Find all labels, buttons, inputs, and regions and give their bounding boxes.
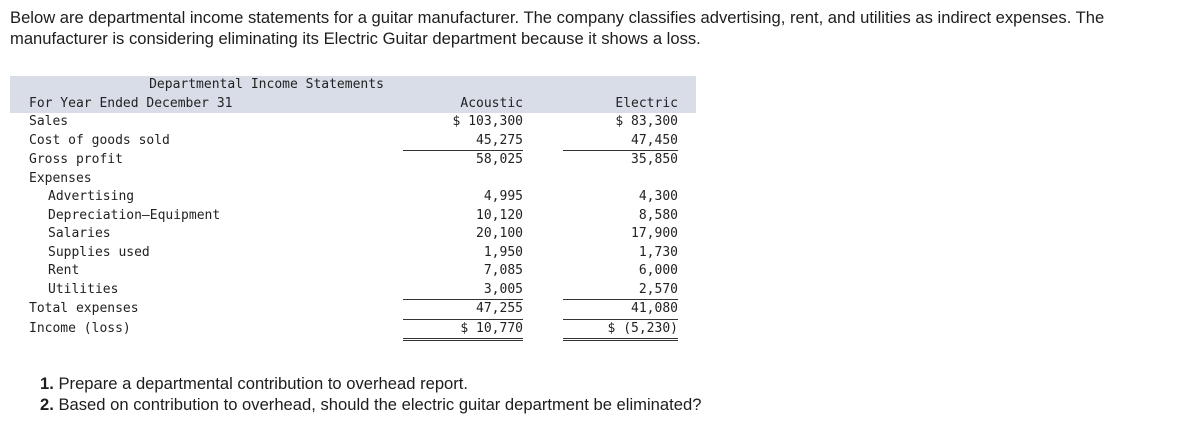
table-row bbox=[10, 262, 696, 281]
depreciation-label: Depreciation—Equipment bbox=[48, 207, 221, 223]
table-title: Departmental Income Statements bbox=[10, 76, 523, 95]
income-electric: $ (5,230) bbox=[563, 319, 678, 340]
supplies-electric: 1,730 bbox=[638, 244, 678, 260]
period-label: For Year Ended December 31 bbox=[10, 95, 403, 114]
problem-intro: Below are departmental income statements for a guitar manufacturer. The company classifies advertising, rent, and utilities as indirect expenses. The manufacturer is considering eliminating its Electric Guitar department because it shows a loss. bbox=[10, 8, 1105, 48]
total-expenses-acoustic: 47,255 bbox=[403, 300, 523, 320]
utilities-acoustic: 3,005 bbox=[403, 281, 523, 300]
table-row bbox=[10, 300, 696, 320]
sales-electric: $ 83,300 bbox=[615, 114, 678, 130]
table-row bbox=[10, 319, 696, 340]
question-1-text: Prepare a departmental contribution to overhead report. bbox=[58, 374, 469, 393]
depreciation-acoustic: 10,120 bbox=[476, 207, 523, 223]
column-header-row bbox=[10, 95, 696, 114]
salaries-label: Salaries bbox=[48, 226, 111, 242]
rent-label: Rent bbox=[48, 263, 80, 279]
gross-profit-electric: 35,850 bbox=[631, 152, 678, 168]
utilities-electric: 2,570 bbox=[563, 281, 678, 300]
income-acoustic: $ 10,770 bbox=[403, 319, 523, 340]
advertising-label: Advertising bbox=[48, 189, 135, 205]
questions-list bbox=[40, 373, 701, 415]
question-2 bbox=[40, 394, 701, 415]
supplies-label: Supplies used bbox=[48, 244, 150, 260]
gross-profit-acoustic: 58,025 bbox=[476, 152, 523, 168]
table-row bbox=[10, 281, 696, 300]
electric-column-header: Electric bbox=[563, 95, 678, 114]
table-row bbox=[10, 244, 696, 263]
total-expenses-electric: 41,080 bbox=[563, 300, 678, 320]
sales-label: Sales bbox=[29, 114, 69, 130]
table-row bbox=[10, 132, 696, 151]
income-label: Income (loss) bbox=[29, 321, 131, 337]
rent-electric: 6,000 bbox=[638, 263, 678, 279]
acoustic-column-header: Acoustic bbox=[403, 95, 523, 114]
advertising-electric: 4,300 bbox=[638, 189, 678, 205]
salaries-electric: 17,900 bbox=[631, 226, 678, 242]
question-1 bbox=[40, 373, 701, 394]
question-2-text: Based on contribution to overhead, should the electric guitar department be eliminated? bbox=[58, 395, 702, 414]
table-row bbox=[10, 188, 696, 207]
question-1-number: 1. bbox=[40, 374, 54, 393]
rent-acoustic: 7,085 bbox=[483, 263, 523, 279]
cogs-acoustic: 45,275 bbox=[403, 132, 523, 151]
supplies-acoustic: 1,950 bbox=[483, 244, 523, 260]
depreciation-electric: 8,580 bbox=[638, 207, 678, 223]
table-row bbox=[10, 225, 696, 244]
table-title-row bbox=[10, 76, 696, 95]
table-row bbox=[10, 151, 696, 170]
question-2-number: 2. bbox=[40, 395, 54, 414]
cogs-label: Cost of goods sold bbox=[29, 133, 170, 148]
gross-profit-label: Gross profit bbox=[29, 152, 123, 167]
sales-acoustic: $ 103,300 bbox=[452, 114, 523, 130]
table-row bbox=[10, 170, 696, 189]
advertising-acoustic: 4,995 bbox=[483, 189, 523, 205]
salaries-acoustic: 20,100 bbox=[476, 226, 523, 242]
table-row bbox=[10, 113, 696, 132]
utilities-label: Utilities bbox=[48, 282, 119, 297]
table-row bbox=[10, 207, 696, 226]
expenses-header-label: Expenses bbox=[29, 170, 92, 186]
cogs-electric: 47,450 bbox=[563, 132, 678, 151]
total-expenses-label: Total expenses bbox=[29, 301, 139, 317]
departmental-income-statements-table bbox=[10, 76, 696, 341]
